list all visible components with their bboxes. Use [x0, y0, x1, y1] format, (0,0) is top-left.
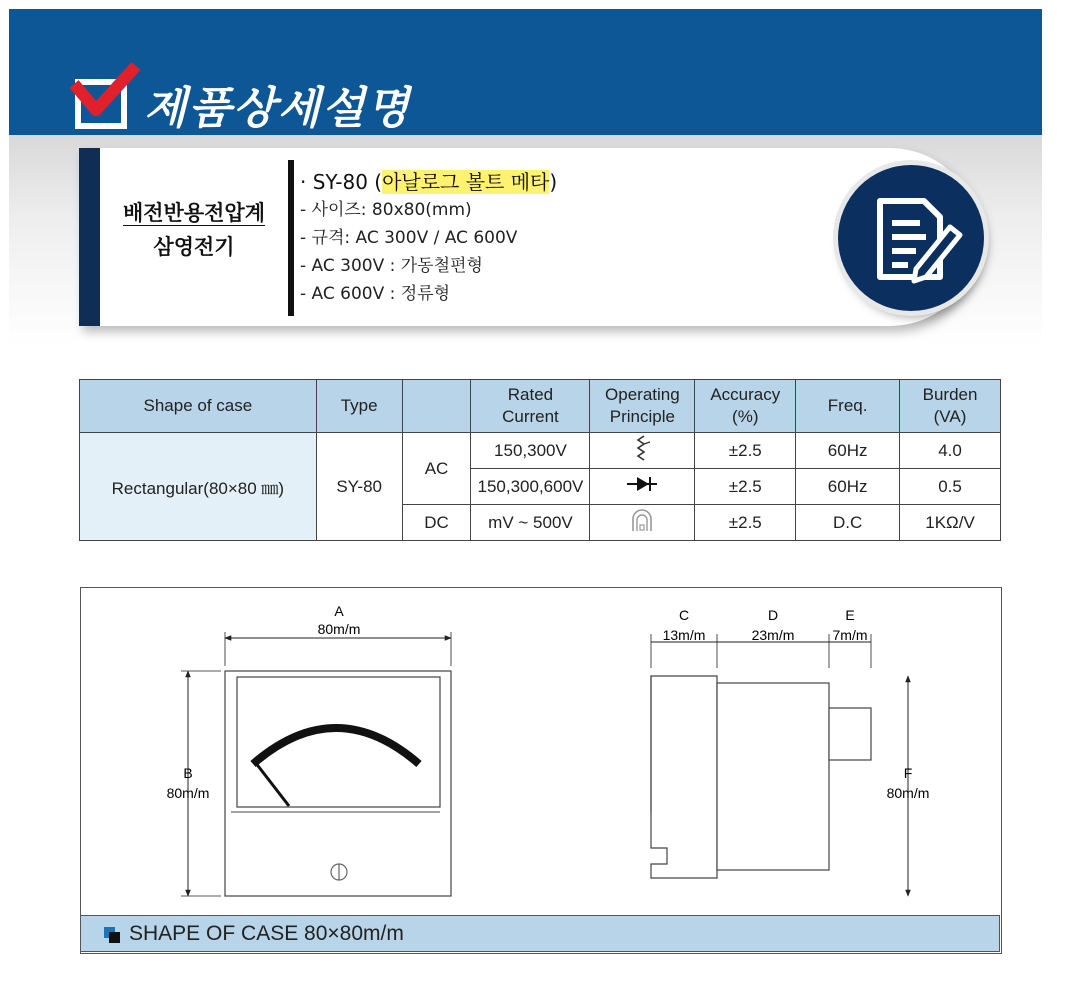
header-operating-principle: Operating Principle — [590, 380, 695, 433]
cell-accuracy: ±2.5 — [695, 433, 796, 469]
header-accuracy: Accuracy (%) — [695, 380, 796, 433]
cell-freq: D.C — [796, 505, 900, 541]
dim-f-letter: F — [903, 765, 913, 781]
dim-d-value: 23m/m — [751, 627, 795, 643]
document-icon-badge — [838, 165, 984, 311]
square-bullet-icon — [104, 927, 120, 943]
dim-c-letter: C — [678, 607, 690, 623]
dim-d-letter: D — [767, 607, 779, 623]
side-view — [651, 676, 871, 878]
cell-burden: 4.0 — [900, 433, 1001, 469]
cell-ac: AC — [402, 433, 471, 505]
product-category: 배전반용전압계 — [122, 201, 265, 225]
spec-table — [79, 379, 1001, 541]
dim-f-value: 80m/m — [886, 785, 930, 801]
cell-principle — [590, 469, 695, 505]
moving-iron-symbol-icon — [630, 434, 654, 462]
checkmark-icon — [70, 60, 142, 132]
company-name: 삼영전기 — [153, 235, 235, 259]
header-burden: Burden (VA) — [900, 380, 1001, 433]
header-rated-current: Rated Current — [471, 380, 590, 433]
cell-accuracy: ±2.5 — [695, 469, 796, 505]
table-header-row — [80, 380, 1001, 433]
cell-freq: 60Hz — [796, 433, 900, 469]
cell-current: mV ~ 500V — [471, 505, 590, 541]
document-edit-icon — [838, 165, 984, 311]
diagram-caption: SHAPE OF CASE 80×80m/m — [129, 922, 404, 945]
spec-line: - 사이즈: 80x80(mm) — [300, 200, 472, 220]
divider — [288, 160, 294, 316]
moving-coil-symbol-icon — [629, 507, 655, 533]
company-block — [100, 196, 288, 264]
header-freq: Freq. — [796, 380, 900, 433]
cell-accuracy: ±2.5 — [695, 505, 796, 541]
dimension-diagram — [80, 587, 1002, 954]
meter-window — [237, 677, 440, 807]
cell-dc: DC — [402, 505, 471, 541]
cell-principle — [590, 505, 695, 541]
dim-e-letter: E — [845, 607, 855, 623]
rectifier-diode-icon — [625, 474, 659, 494]
cell-burden: 0.5 — [900, 469, 1001, 505]
spec-line: - AC 300V : 가동철편형 — [300, 256, 483, 276]
dimension-drawing — [81, 588, 1001, 918]
front-view — [225, 671, 451, 896]
cell-current: 150,300V — [471, 433, 590, 469]
cell-principle — [590, 433, 695, 469]
dim-e-value: 7m/m — [832, 627, 868, 643]
dim-c-value: 13m/m — [662, 627, 706, 643]
dim-a-value: 80m/m — [317, 621, 361, 637]
product-specs — [300, 168, 557, 308]
cell-shape: Rectangular(80×80 ㎜) — [80, 433, 317, 541]
dim-a-letter: A — [334, 603, 344, 619]
header-shape: Shape of case — [80, 380, 317, 433]
spec-line: - AC 600V : 정류형 — [300, 284, 451, 304]
cell-type: SY-80 — [316, 433, 402, 541]
dim-b-letter: B — [183, 765, 193, 781]
diagram-caption-bar — [80, 915, 1000, 952]
header-type: Type — [316, 380, 402, 433]
model-line — [300, 168, 557, 196]
bullet: · — [300, 170, 307, 194]
header-blank — [402, 380, 471, 433]
card-accent-bar — [79, 148, 100, 326]
table-row — [80, 433, 1001, 469]
spec-line: - 규격: AC 300V / AC 600V — [300, 228, 518, 248]
page-title: 제품상세설명 — [144, 83, 412, 134]
cell-burden: 1KΩ/V — [900, 505, 1001, 541]
model-prefix: SY-80 ( — [312, 170, 383, 194]
dim-b-value: 80m/m — [166, 785, 210, 801]
model-name: 아날로그 볼트 메타 — [382, 170, 550, 194]
cell-current: 150,300,600V — [471, 469, 590, 505]
cell-freq: 60Hz — [796, 469, 900, 505]
model-suffix: ) — [549, 170, 558, 194]
